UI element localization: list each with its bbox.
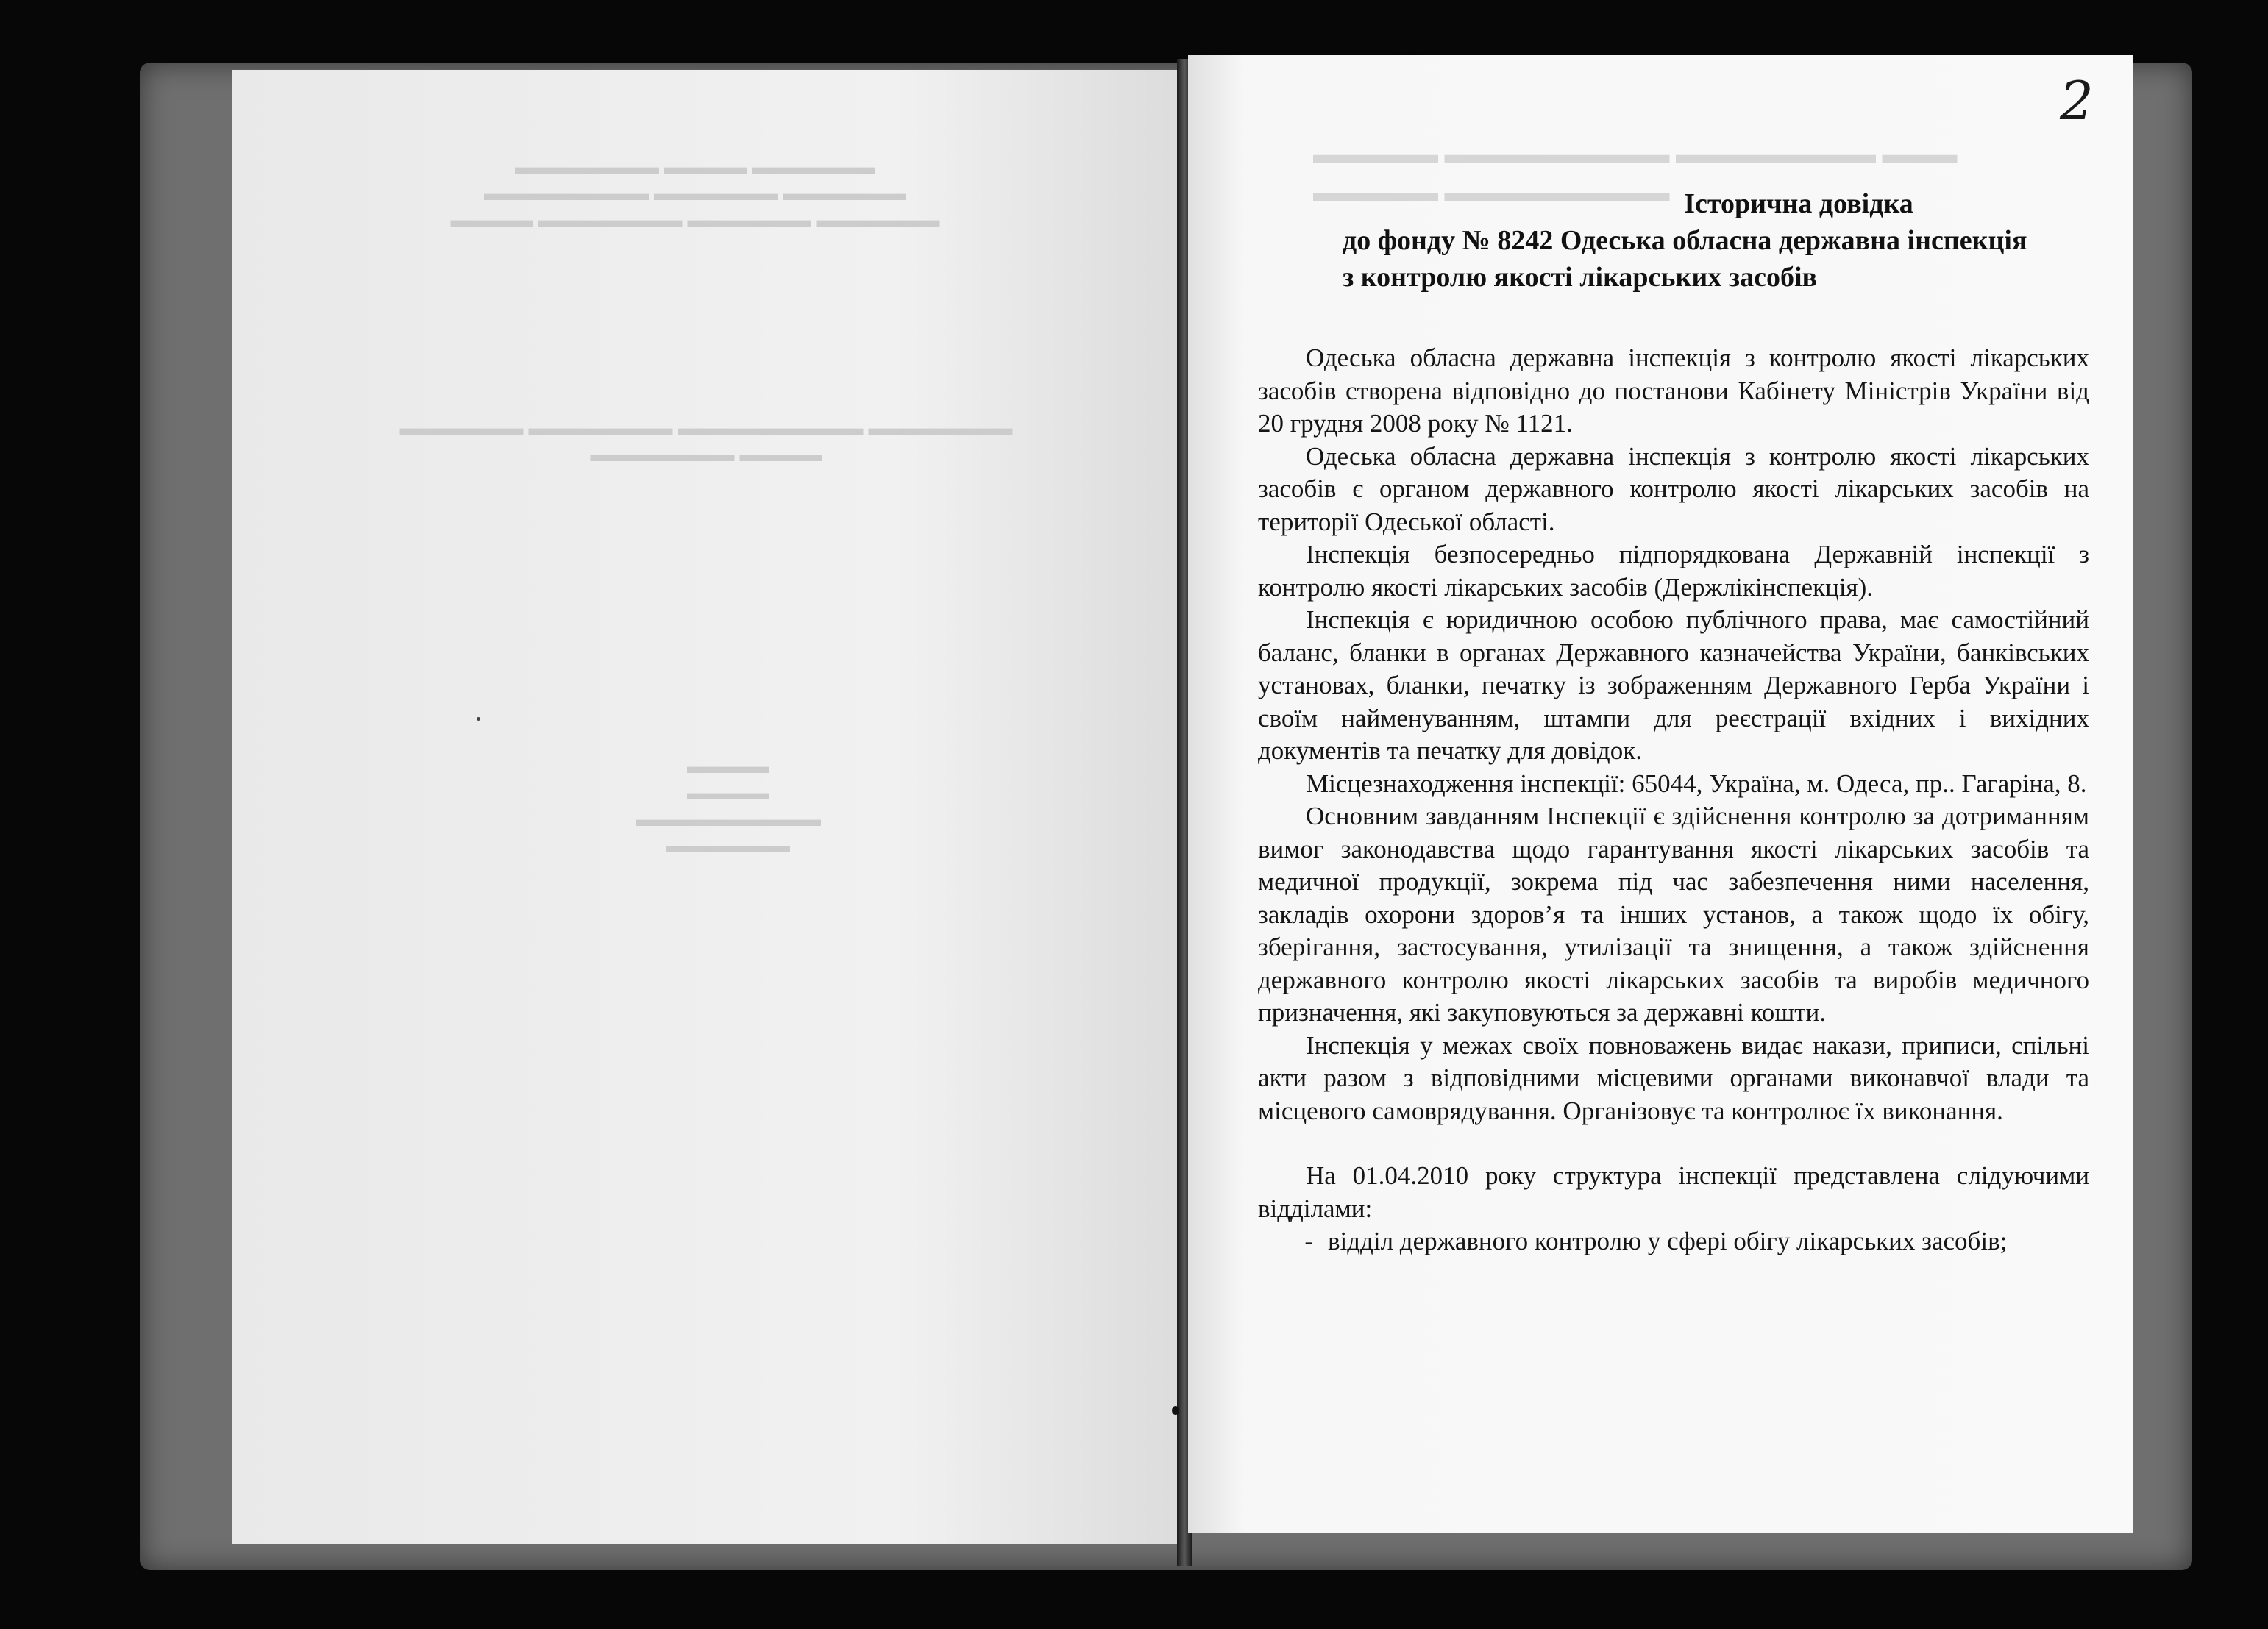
paragraph-powers: Інспекція у межах своїх повноважень видає накази, приписи, спільні акти разом з відповідними місцевими органами виконавчої влади та місцевого самоврядування. Організовує та контролює їх виконання. (1258, 1030, 2089, 1125)
paragraph-location: Місцезнаходження інспекції: 65044, Україна, м. Одеса, пр.. Гагаріна, 8. (1306, 769, 2087, 798)
title-line-3: з контролю якості лікарських засобів (1343, 262, 1818, 293)
bleedthrough-caption: ▬▬▬▬▬▬▬ ▬▬▬▬▬▬▬▬▬ ▬▬▬▬▬▬▬ ▬▬▬▬▬▬ ▬▬▬▬ ▬▬▬▬▬▬▬ (399, 417, 1013, 466)
paragraph-legal-entity: Інспекція є юридичною особою публічного права, має самостійний баланс, бланки в органах Державного казначейства України, банківських установах, бланки, печатку із зображенням Державного Герба України і своїм найменуванням, штампи для реєстрації вхідних і вихідних документів та печатку для довідок. (1258, 605, 2089, 765)
paragraph-main-task: Основним завданням Інспекції є здійснення контролю за дотриманням вимог законодавства щодо гарантування якості лікарських засобів та медичної продукції, зокрема під час забезпечення ними населення, закладів охорони здоров’я та інших установ, а також щодо їх обігу, зберігання, застосування, утилізації та знищення, а також здійснення державного контролю якості лікарських засобів та виробів медичного призначення, які закуповуються за державні кошти. (1258, 802, 2089, 1027)
bleedthrough-header: ▬▬▬▬▬▬ ▬▬▬▬ ▬▬▬▬▬▬▬ ▬▬▬▬▬▬ ▬▬▬▬▬▬ ▬▬▬▬▬▬▬▬ ▬▬▬▬▬▬ ▬▬▬▬▬▬ ▬▬▬▬▬▬▬ ▬▬▬▬ (450, 156, 940, 232)
handwritten-page-number: 2 (2060, 70, 2094, 132)
document-title (1265, 185, 2097, 296)
ink-dot (1172, 1406, 1179, 1415)
right-page-bleedthrough: ▬▬▬▬▬ ▬▬▬▬▬▬▬▬▬ ▬▬▬▬▬▬▬▬ ▬▬▬ ▬▬▬▬▬ ▬▬▬▬▬▬▬▬▬ (1313, 141, 1958, 207)
list-item-text: відділ державного контролю у сфері обігу лікарських засобів; (1328, 1227, 2008, 1255)
title-line-2: до фонду № 8242 Одеська обласна державна інспекція (1343, 225, 2027, 256)
list-item (1258, 1225, 2089, 1258)
list-item-marker: - (1304, 1227, 1313, 1255)
paragraph-status: Одеська обласна державна інспекція з контролю якості лікарських засобів є органом державного контролю якості лікарських засобів на території Одеської області. (1258, 441, 2089, 536)
ink-dot (477, 717, 480, 721)
left-page-bleedthrough (232, 70, 1181, 1544)
paragraph-structure: На 01.04.2010 року структура інспекції представлена слідуючими відділами: (1258, 1161, 2089, 1223)
title-line-1: Історична довідка (1684, 188, 1913, 219)
bleedthrough-stamp: ▬▬▬▬ ▬▬▬▬ ▬▬▬▬▬▬▬▬▬ ▬▬▬▬▬▬ (636, 755, 821, 858)
document-body (1258, 342, 2089, 1258)
paragraph-creation: Одеська обласна державна інспекція з контролю якості лікарських засобів створена відповідно до постанови Кабінету Міністрів України від 20 грудня 2008 року № 1121. (1258, 343, 2089, 438)
paragraph-subordination: Інспекція безпосередньо підпорядкована Державній інспекції з контролю якості лікарських засобів (Держлікінспекція). (1258, 540, 2089, 602)
